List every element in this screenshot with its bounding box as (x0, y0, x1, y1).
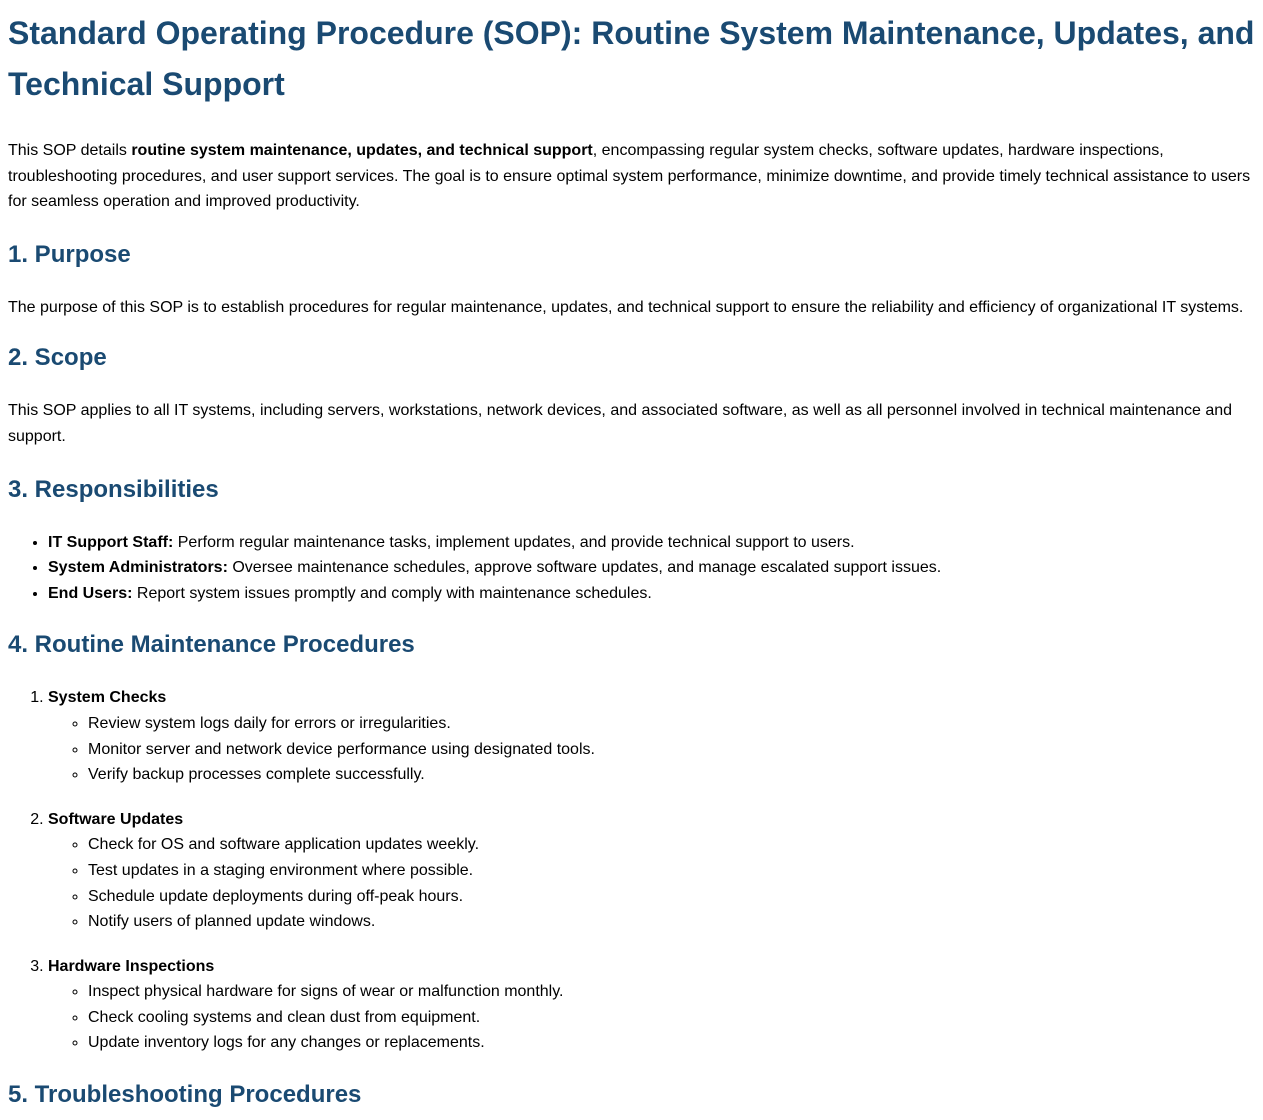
list-item: ◦ Check for OS and software application updates weekly. (88, 832, 1255, 858)
list-item: ◦ Test updates in a staging environment where possible. (88, 858, 1255, 884)
list-item: ◦ Review system logs daily for errors or irregularities. (88, 711, 1255, 737)
list-item: ◦ Check cooling systems and clean dust from equipment. (88, 1005, 1255, 1031)
step-items (48, 711, 1255, 788)
maintenance-steps (8, 685, 1255, 1056)
responsibilities-heading: 3. Responsibilities (8, 475, 219, 503)
maintenance-heading: 4. Routine Maintenance Procedures (8, 631, 415, 659)
scope-heading: 2. Scope (8, 344, 107, 372)
step-items (48, 832, 1255, 934)
role-description: Oversee maintenance schedules, approve software updates, and manage escalated support issues. (227, 559, 942, 577)
maintenance-step (48, 685, 1255, 787)
intro-bold: routine system maintenance, updates, and technical support (131, 142, 593, 159)
maintenance-step (48, 807, 1255, 935)
step-items (48, 979, 1255, 1056)
step-title: Software Updates (48, 810, 184, 828)
list-item: ◦ Monitor server and network device performance using designated tools. (88, 737, 1255, 763)
document (0, 8, 1263, 1109)
step-title: Hardware Inspections (48, 957, 215, 975)
role-description: Perform regular maintenance tasks, implement updates, and provide technical support to users. (173, 533, 855, 551)
maintenance-step (48, 954, 1255, 1056)
role-label: IT Support Staff: (48, 533, 174, 551)
list-item (48, 581, 1255, 607)
role-label: End Users: (48, 584, 133, 602)
role-label: System Administrators: (48, 559, 228, 577)
list-item (48, 530, 1255, 556)
responsibilities-list (8, 530, 1255, 607)
list-item: ◦ Verify backup processes complete successfully. (88, 762, 1255, 788)
list-item (48, 555, 1255, 581)
purpose-heading: 1. Purpose (8, 240, 131, 268)
scope-text: This SOP applies to all IT systems, including servers, workstations, network devices, and associated software, as well as all personnel involved in technical maintenance and support. (8, 402, 1233, 445)
troubleshooting-heading: 5. Troubleshooting Procedures (8, 1081, 362, 1109)
step-title: System Checks (48, 689, 167, 707)
intro-prefix: This SOP details (8, 142, 132, 159)
intro-paragraph (8, 138, 1255, 215)
intro-suffix: , encompassing regular system checks, software updates, hardware inspections, troubleshooting procedures, and user support services. The goal is to ensure optimal system performance, minimize downtime, and provide timely technical assistance to users for seamless operation and improved productivity. (8, 142, 1251, 211)
list-item: ◦ Inspect physical hardware for signs of wear or malfunction monthly. (88, 979, 1255, 1005)
page-title: Standard Operating Procedure (SOP): Routine System Maintenance, Updates, and Technical Support (8, 15, 1255, 102)
list-item: ◦ Notify users of planned update windows. (88, 909, 1255, 935)
list-item: ◦ Update inventory logs for any changes or replacements. (88, 1030, 1255, 1056)
purpose-text: The purpose of this SOP is to establish procedures for regular maintenance, updates, and technical support to ensure the reliability and efficiency of organizational IT systems. (8, 298, 1244, 316)
role-description: Report system issues promptly and comply with maintenance schedules. (132, 584, 652, 602)
list-item: ◦ Schedule update deployments during off-peak hours. (88, 884, 1255, 910)
